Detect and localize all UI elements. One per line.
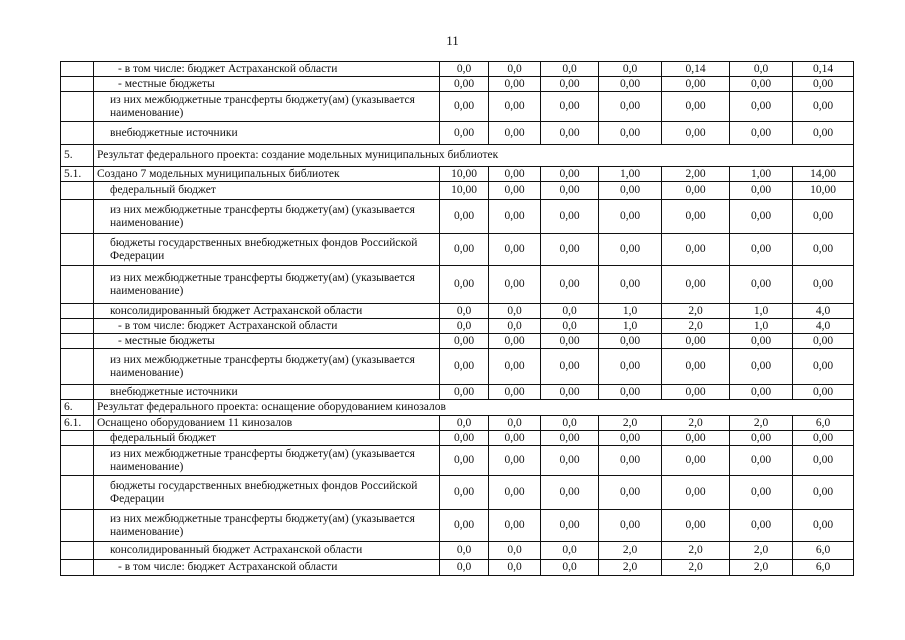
value-cell: 0,00 <box>440 349 489 385</box>
table-row <box>61 319 854 334</box>
value-cell: 0,00 <box>662 122 730 145</box>
row-index <box>61 476 94 510</box>
value-cell: 0,0 <box>730 62 793 77</box>
value-cell: 0,0 <box>541 62 599 77</box>
value-cell: 4,0 <box>793 319 854 334</box>
row-index <box>61 234 94 266</box>
value-cell: 6,0 <box>793 542 854 560</box>
row-label: - местные бюджеты <box>94 77 440 92</box>
row-index <box>61 92 94 122</box>
value-cell: 0,00 <box>599 476 662 510</box>
value-cell: 0,00 <box>541 510 599 542</box>
value-cell: 2,0 <box>662 560 730 576</box>
value-cell: 4,0 <box>793 304 854 319</box>
value-cell: 0,00 <box>489 77 541 92</box>
row-label: из них межбюджетные трансферты бюджету(ам) (указывается наименование) <box>94 266 440 304</box>
row-label: внебюджетные источники <box>94 122 440 145</box>
row-index <box>61 182 94 200</box>
value-cell: 2,0 <box>662 542 730 560</box>
table-row <box>61 476 854 510</box>
value-cell: 0,00 <box>541 476 599 510</box>
row-index <box>61 510 94 542</box>
value-cell: 0,00 <box>730 122 793 145</box>
value-cell: 0,0 <box>541 542 599 560</box>
value-cell: 0,0 <box>489 560 541 576</box>
value-cell: 0,00 <box>793 77 854 92</box>
value-cell: 0,14 <box>793 62 854 77</box>
value-cell: 0,00 <box>599 182 662 200</box>
value-cell: 0,14 <box>662 62 730 77</box>
table-row <box>61 182 854 200</box>
value-cell: 0,00 <box>489 431 541 446</box>
value-cell: 1,0 <box>730 319 793 334</box>
row-label: Создано 7 модельных муниципальных библиотек <box>94 167 440 182</box>
value-cell: 0,00 <box>730 334 793 349</box>
table-row <box>61 431 854 446</box>
value-cell: 0,00 <box>489 476 541 510</box>
value-cell: 0,00 <box>599 385 662 400</box>
value-cell: 6,0 <box>793 560 854 576</box>
value-cell: 2,0 <box>730 416 793 431</box>
value-cell: 0,0 <box>440 560 489 576</box>
value-cell: 0,00 <box>662 266 730 304</box>
row-index <box>61 77 94 92</box>
value-cell: 0,00 <box>440 510 489 542</box>
value-cell: 0,00 <box>599 349 662 385</box>
value-cell: 0,00 <box>793 349 854 385</box>
value-cell: 0,00 <box>541 200 599 234</box>
value-cell: 0,0 <box>489 542 541 560</box>
value-cell: 0,0 <box>440 542 489 560</box>
value-cell: 0,00 <box>489 200 541 234</box>
value-cell: 0,00 <box>440 200 489 234</box>
value-cell: 0,00 <box>440 122 489 145</box>
value-cell: 2,0 <box>662 304 730 319</box>
value-cell: 0,00 <box>440 92 489 122</box>
value-cell: 2,0 <box>599 416 662 431</box>
value-cell: 0,0 <box>541 319 599 334</box>
table-row <box>61 416 854 431</box>
table-row <box>61 122 854 145</box>
value-cell: 0,00 <box>489 167 541 182</box>
value-cell: 2,00 <box>662 167 730 182</box>
value-cell: 1,00 <box>599 167 662 182</box>
value-cell: 0,00 <box>730 431 793 446</box>
table-row <box>61 62 854 77</box>
table-row <box>61 167 854 182</box>
value-cell: 0,00 <box>489 182 541 200</box>
table-row <box>61 304 854 319</box>
value-cell: 0,00 <box>599 77 662 92</box>
value-cell: 0,00 <box>489 510 541 542</box>
value-cell: 2,0 <box>662 416 730 431</box>
value-cell: 0,0 <box>599 62 662 77</box>
row-index <box>61 349 94 385</box>
value-cell: 2,0 <box>730 542 793 560</box>
value-cell: 0,00 <box>662 510 730 542</box>
budget-table <box>60 61 854 576</box>
value-cell: 1,0 <box>730 304 793 319</box>
value-cell: 0,00 <box>730 510 793 542</box>
value-cell: 0,00 <box>599 446 662 476</box>
section-header-row <box>61 400 854 416</box>
value-cell: 0,00 <box>489 122 541 145</box>
row-index: 6.1. <box>61 416 94 431</box>
value-cell: 14,00 <box>793 167 854 182</box>
value-cell: 0,00 <box>440 431 489 446</box>
table-row <box>61 77 854 92</box>
value-cell: 0,00 <box>599 122 662 145</box>
value-cell: 0,00 <box>541 385 599 400</box>
table-row <box>61 510 854 542</box>
value-cell: 0,00 <box>730 234 793 266</box>
value-cell: 1,0 <box>599 319 662 334</box>
row-label: из них межбюджетные трансферты бюджету(ам) (указывается наименование) <box>94 200 440 234</box>
value-cell: 0,00 <box>793 334 854 349</box>
value-cell: 10,00 <box>440 182 489 200</box>
row-index <box>61 560 94 576</box>
row-label: из них межбюджетные трансферты бюджету(ам) (указывается наименование) <box>94 92 440 122</box>
value-cell: 0,0 <box>489 416 541 431</box>
row-index <box>61 62 94 77</box>
value-cell: 0,00 <box>541 266 599 304</box>
row-label: консолидированный бюджет Астраханской области <box>94 304 440 319</box>
value-cell: 0,00 <box>440 385 489 400</box>
value-cell: 0,00 <box>662 349 730 385</box>
value-cell: 2,0 <box>662 319 730 334</box>
value-cell: 0,00 <box>599 431 662 446</box>
value-cell: 0,00 <box>541 167 599 182</box>
value-cell: 0,0 <box>489 319 541 334</box>
table-row <box>61 200 854 234</box>
row-label: - в том числе: бюджет Астраханской области <box>94 560 440 576</box>
value-cell: 0,00 <box>662 385 730 400</box>
value-cell: 0,00 <box>793 385 854 400</box>
value-cell: 2,0 <box>730 560 793 576</box>
row-label: из них межбюджетные трансферты бюджету(ам) (указывается наименование) <box>94 446 440 476</box>
value-cell: 0,0 <box>440 319 489 334</box>
value-cell: 0,00 <box>489 266 541 304</box>
value-cell: 2,0 <box>599 560 662 576</box>
row-index <box>61 319 94 334</box>
row-label: - в том числе: бюджет Астраханской области <box>94 62 440 77</box>
value-cell: 0,0 <box>440 304 489 319</box>
table-row <box>61 385 854 400</box>
row-index <box>61 431 94 446</box>
value-cell: 0,00 <box>730 200 793 234</box>
value-cell: 0,00 <box>541 431 599 446</box>
value-cell: 0,00 <box>489 349 541 385</box>
value-cell: 0,00 <box>541 182 599 200</box>
value-cell: 0,00 <box>730 182 793 200</box>
value-cell: 0,00 <box>793 476 854 510</box>
value-cell: 6,0 <box>793 416 854 431</box>
row-index: 5. <box>61 145 94 167</box>
value-cell: 0,00 <box>662 476 730 510</box>
value-cell: 10,00 <box>440 167 489 182</box>
table-row <box>61 542 854 560</box>
value-cell: 2,0 <box>599 542 662 560</box>
value-cell: 0,00 <box>793 200 854 234</box>
row-label: - местные бюджеты <box>94 334 440 349</box>
row-index <box>61 304 94 319</box>
value-cell: 0,00 <box>662 77 730 92</box>
section-title: Результат федерального проекта: создание модельных муниципальных библиотек <box>94 145 854 167</box>
value-cell: 0,00 <box>793 92 854 122</box>
value-cell: 0,00 <box>730 446 793 476</box>
value-cell: 0,00 <box>599 234 662 266</box>
value-cell: 0,00 <box>599 92 662 122</box>
value-cell: 0,00 <box>793 431 854 446</box>
value-cell: 0,00 <box>730 349 793 385</box>
value-cell: 0,00 <box>541 349 599 385</box>
row-label: из них межбюджетные трансферты бюджету(ам) (указывается наименование) <box>94 349 440 385</box>
row-label: консолидированный бюджет Астраханской области <box>94 542 440 560</box>
value-cell: 0,00 <box>730 77 793 92</box>
value-cell: 0,00 <box>541 92 599 122</box>
row-index <box>61 266 94 304</box>
value-cell: 0,00 <box>541 446 599 476</box>
value-cell: 0,00 <box>541 234 599 266</box>
value-cell: 0,00 <box>662 200 730 234</box>
value-cell: 0,0 <box>440 416 489 431</box>
value-cell: 0,00 <box>662 182 730 200</box>
value-cell: 0,00 <box>730 476 793 510</box>
row-index <box>61 200 94 234</box>
value-cell: 0,00 <box>793 446 854 476</box>
value-cell: 0,00 <box>599 510 662 542</box>
value-cell: 1,0 <box>599 304 662 319</box>
value-cell: 0,0 <box>489 304 541 319</box>
value-cell: 0,00 <box>793 510 854 542</box>
value-cell: 0,0 <box>541 304 599 319</box>
value-cell: 0,00 <box>489 92 541 122</box>
table-row <box>61 349 854 385</box>
row-label: Оснащено оборудованием 11 кинозалов <box>94 416 440 431</box>
value-cell: 0,00 <box>793 234 854 266</box>
row-label: внебюджетные источники <box>94 385 440 400</box>
value-cell: 0,00 <box>662 334 730 349</box>
value-cell: 0,00 <box>489 334 541 349</box>
row-index: 5.1. <box>61 167 94 182</box>
table-row <box>61 266 854 304</box>
value-cell: 0,00 <box>662 431 730 446</box>
value-cell: 0,00 <box>662 234 730 266</box>
value-cell: 0,00 <box>489 446 541 476</box>
row-label: из них межбюджетные трансферты бюджету(ам) (указывается наименование) <box>94 510 440 542</box>
table-row <box>61 446 854 476</box>
value-cell: 0,00 <box>440 446 489 476</box>
value-cell: 0,00 <box>730 266 793 304</box>
value-cell: 10,00 <box>793 182 854 200</box>
row-label: бюджеты государственных внебюджетных фондов Российской Федерации <box>94 476 440 510</box>
value-cell: 0,00 <box>440 77 489 92</box>
row-index <box>61 334 94 349</box>
value-cell: 0,00 <box>541 122 599 145</box>
value-cell: 0,00 <box>793 266 854 304</box>
value-cell: 0,00 <box>793 122 854 145</box>
value-cell: 0,00 <box>489 385 541 400</box>
page-number: 11 <box>446 33 459 48</box>
row-label: - в том числе: бюджет Астраханской области <box>94 319 440 334</box>
value-cell: 0,00 <box>440 476 489 510</box>
budget-table-body <box>61 62 854 576</box>
value-cell: 0,00 <box>599 266 662 304</box>
value-cell: 0,00 <box>489 234 541 266</box>
value-cell: 0,00 <box>440 334 489 349</box>
table-row <box>61 92 854 122</box>
table-row <box>61 334 854 349</box>
row-label: бюджеты государственных внебюджетных фондов Российской Федерации <box>94 234 440 266</box>
value-cell: 0,00 <box>541 77 599 92</box>
value-cell: 0,00 <box>440 266 489 304</box>
value-cell: 0,00 <box>662 446 730 476</box>
row-index <box>61 542 94 560</box>
table-row <box>61 560 854 576</box>
value-cell: 0,0 <box>489 62 541 77</box>
value-cell: 0,00 <box>730 385 793 400</box>
value-cell: 0,00 <box>541 334 599 349</box>
row-label: федеральный бюджет <box>94 431 440 446</box>
row-index <box>61 385 94 400</box>
table-row <box>61 234 854 266</box>
value-cell: 0,0 <box>440 62 489 77</box>
value-cell: 0,00 <box>662 92 730 122</box>
value-cell: 0,0 <box>541 416 599 431</box>
row-index: 6. <box>61 400 94 416</box>
value-cell: 0,00 <box>440 234 489 266</box>
row-index <box>61 446 94 476</box>
value-cell: 0,0 <box>541 560 599 576</box>
value-cell: 0,00 <box>730 92 793 122</box>
row-index <box>61 122 94 145</box>
value-cell: 0,00 <box>599 200 662 234</box>
value-cell: 0,00 <box>599 334 662 349</box>
section-title: Результат федерального проекта: оснащение оборудованием кинозалов <box>94 400 854 416</box>
row-label: федеральный бюджет <box>94 182 440 200</box>
section-header-row <box>61 145 854 167</box>
value-cell: 1,00 <box>730 167 793 182</box>
